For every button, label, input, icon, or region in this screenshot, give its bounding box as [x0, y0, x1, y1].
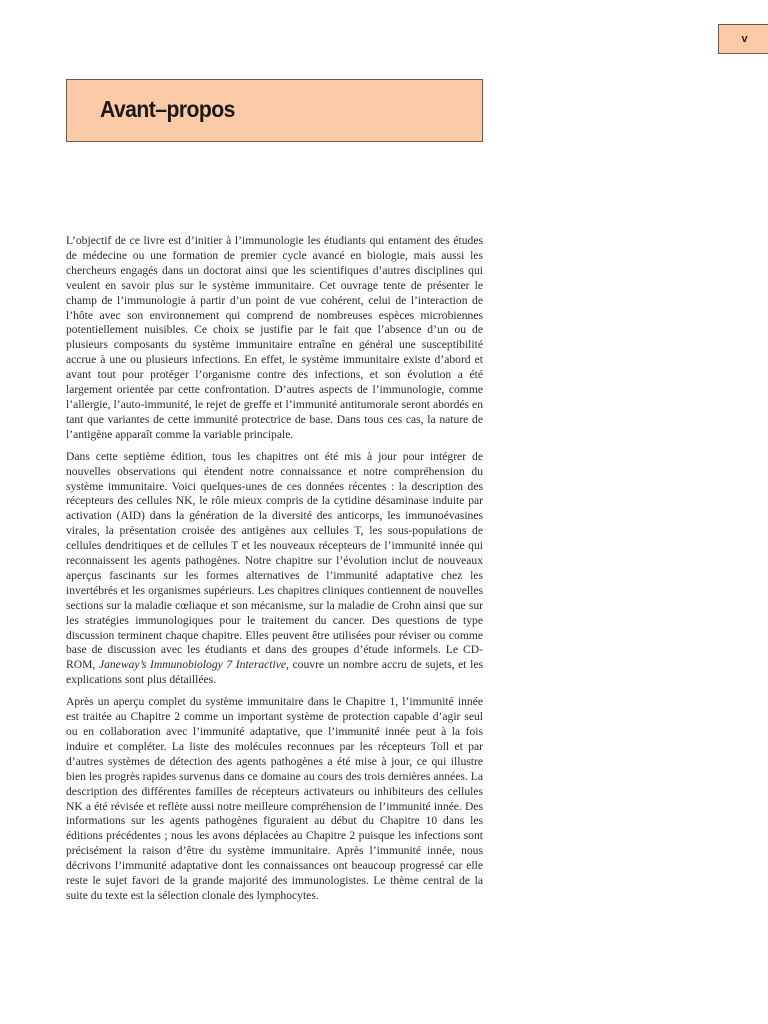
- chapter-title: Avant–propos: [100, 96, 235, 122]
- page-number-tab: [718, 24, 768, 54]
- chapter-title-box: [66, 79, 483, 142]
- paragraph-1: L’objectif de ce livre est d’initier à l’immunologie les étudiants qui entament des études de médecine ou une formation de premier cycle avancé en biologie, mais aussi les chercheurs engagés dans un doctorat ainsi que les scientifiques d’autres disciplines qui veulent en savoir plus sur le système immunitaire. Cet ouvrage tente de présenter le champ de l’immunologie à partir d’un point de vue cohérent, celui de l’interaction de l’hôte avec son environnement qui comprend de nombreuses espèces microbiennes potentiellement nuisibles. Ce choix se justifie par le fait que l’absence d’un ou de plusieurs composants du système immunitaire entraîne en général une susceptibilité accrue à une ou plusieurs infections. En effet, le système immunitaire existe d’abord et avant tout pour protéger l’organisme contre des infections, et son évolution a été largement orientée par cette confrontation. D’autres aspects de l’immunologie, comme l’allergie, l’auto-immunité, le rejet de greffe et l’immunité antitumorale seront abordés en tant que variantes de cette immunité protectrice de base. Dans tous ces cas, la nature de l’antigène apparaît comme la variable principale.: [66, 234, 483, 441]
- body-text: [66, 234, 483, 911]
- cd-rom-title: Janeway’s Immunobiology 7 Interactive: [98, 658, 287, 672]
- paragraph-3: Après un aperçu complet du système immunitaire dans le Chapitre 1, l’immunité innée est traitée au Chapitre 2 comme un important système de protection capable d’agir seul ou en collaboration avec l’immunité adaptative, que l’immunité innée peut à la fois induire et compléter. La liste des molécules reconnues par les récepteurs Toll et par d’autres systèmes de détection des agents pathogènes a été mise à jour, ce qui illustre bien les progrès rapides survenus dans ce domaine au cours des trois dernières années. La description des différentes familles de récepteurs activateurs ou inhibiteurs des cellules NK a été révisée et reflète aussi notre meilleure compréhension de l’immunité innée. Des informations sur les agents pathogènes figuraient au début du Chapitre 10 dans les éditions précédentes ; nous les avons déplacées au Chapitre 2 puisque les infections sont précisément la raison d’être du système immunitaire. Après l’immunité innée, nous décrivons l’immunité adaptative dont les connaissances ont beaucoup progressé car elle reste le sujet favori de la grande majorité des immunologistes. Le thème central de la suite du texte est la sélection clonale des lymphocytes.: [66, 695, 483, 902]
- paragraph-2-text-before: Dans cette septième édition, tous les chapitres ont été mis à jour pour intégrer de nouvelles observations qui étendent notre connaissance et notre compréhension du système immunitaire. Voici quelques-unes de ces données récentes : la description des récepteurs des cellules NK, le rôle mieux compris de la cytidine désaminase induite par activation (AID) dans la génération de la diversité des anticorps, les immunoévasines virales, la présentation croisée des antigènes aux cellules T, les sous-populations de cellules dendritiques et de cellules T et les nouveaux récepteurs de l’immunité innée qui reconnaissent les agents pathogènes. Notre chapitre sur l’évolution inclut de nouveaux aperçus fascinants sur les formes alternatives de l’immunité adaptative chez les invertébrés et les organismes supérieurs. Les chapitres cliniques contiennent de nouvelles sections sur la maladie cœliaque et son mécanisme, sur la maladie de Crohn ainsi que sur les stratégies immunologiques pour le traitement du cancer. Des questions de type discussion terminent chaque chapitre. Elles peuvent être utilisées pour réviser ou comme base de discussion avec les étudiants et dans des groupes d’étude informels. Le CD-ROM,: [66, 449, 483, 672]
- page-number: v: [741, 33, 748, 45]
- paragraph-2-text-after: , couvre un nombre accru de sujets, et les explications sont plus détaillées.: [66, 658, 483, 687]
- paragraph-2: [66, 450, 483, 689]
